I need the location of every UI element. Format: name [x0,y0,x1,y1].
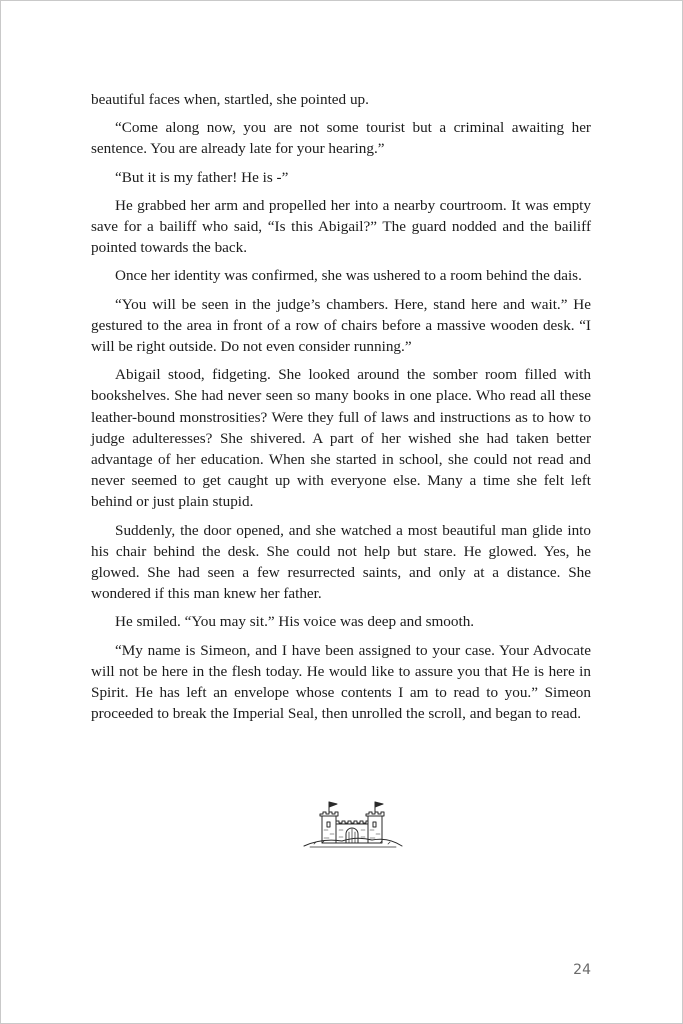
paragraph-4: He grabbed her arm and propelled her into a nearby courtroom. It was empty save for a bailiff who said, “Is this Abigail?” The guard nodded and the bailiff pointed towards the back. [91,196,591,257]
paragraph-10: “My name is Simeon, and I have been assigned to your case. Your Advocate will not be here in the flesh today. He would like to assure you that He is here in Spirit. He has left an envelope whose contents I am to read to you.” Simeon proceeded to break the Imperial Seal, then unrolled the scroll, and began to read. [91,641,591,723]
paragraph-5: Once her identity was confirmed, she was ushered to a room behind the dais. [115,267,582,285]
paragraph-9: He smiled. “You may sit.” His voice was deep and smooth. [115,613,475,631]
paragraph-8: Suddenly, the door opened, and she watched a most beautiful man glide into his chair behind the desk. She could not help but stare. He glowed. Yes, he glowed. She had seen a few resurrected saints, and only at a distance. She wondered if this man knew her father. [91,521,591,603]
paragraph-3: “But it is my father! He is -” [115,168,289,186]
paragraph-7: Abigail stood, fidgeting. She looked around the somber room filled with bookshelves. She had never seen so many books in one place. Who read all these leather-bound monstrosities? Were they full of laws and instructions as to how to judge adulteresses? She shivered. A part of her wished she had taken better advantage of her education. When she started in school, she could not read and never seemed to get caught up with everyone else. Many a time she felt left behind or just plain stupid. [91,366,591,511]
castle-icon [302,800,404,852]
paragraph-2: “Come along now, you are not some tourist but a criminal awaiting her sentence. You are already late for your hearing.” [91,119,591,158]
paragraph-1: beautiful faces when, startled, she pointed up. [91,91,369,108]
page-number: 24 [573,962,591,978]
paragraph-6: “You will be seen in the judge’s chambers. Here, stand here and wait.” He gestured to the area in front of a row of chairs before a massive wooden desk. “I will be right outside. Do not even consider running.” [91,295,591,356]
body-text [91,89,591,731]
